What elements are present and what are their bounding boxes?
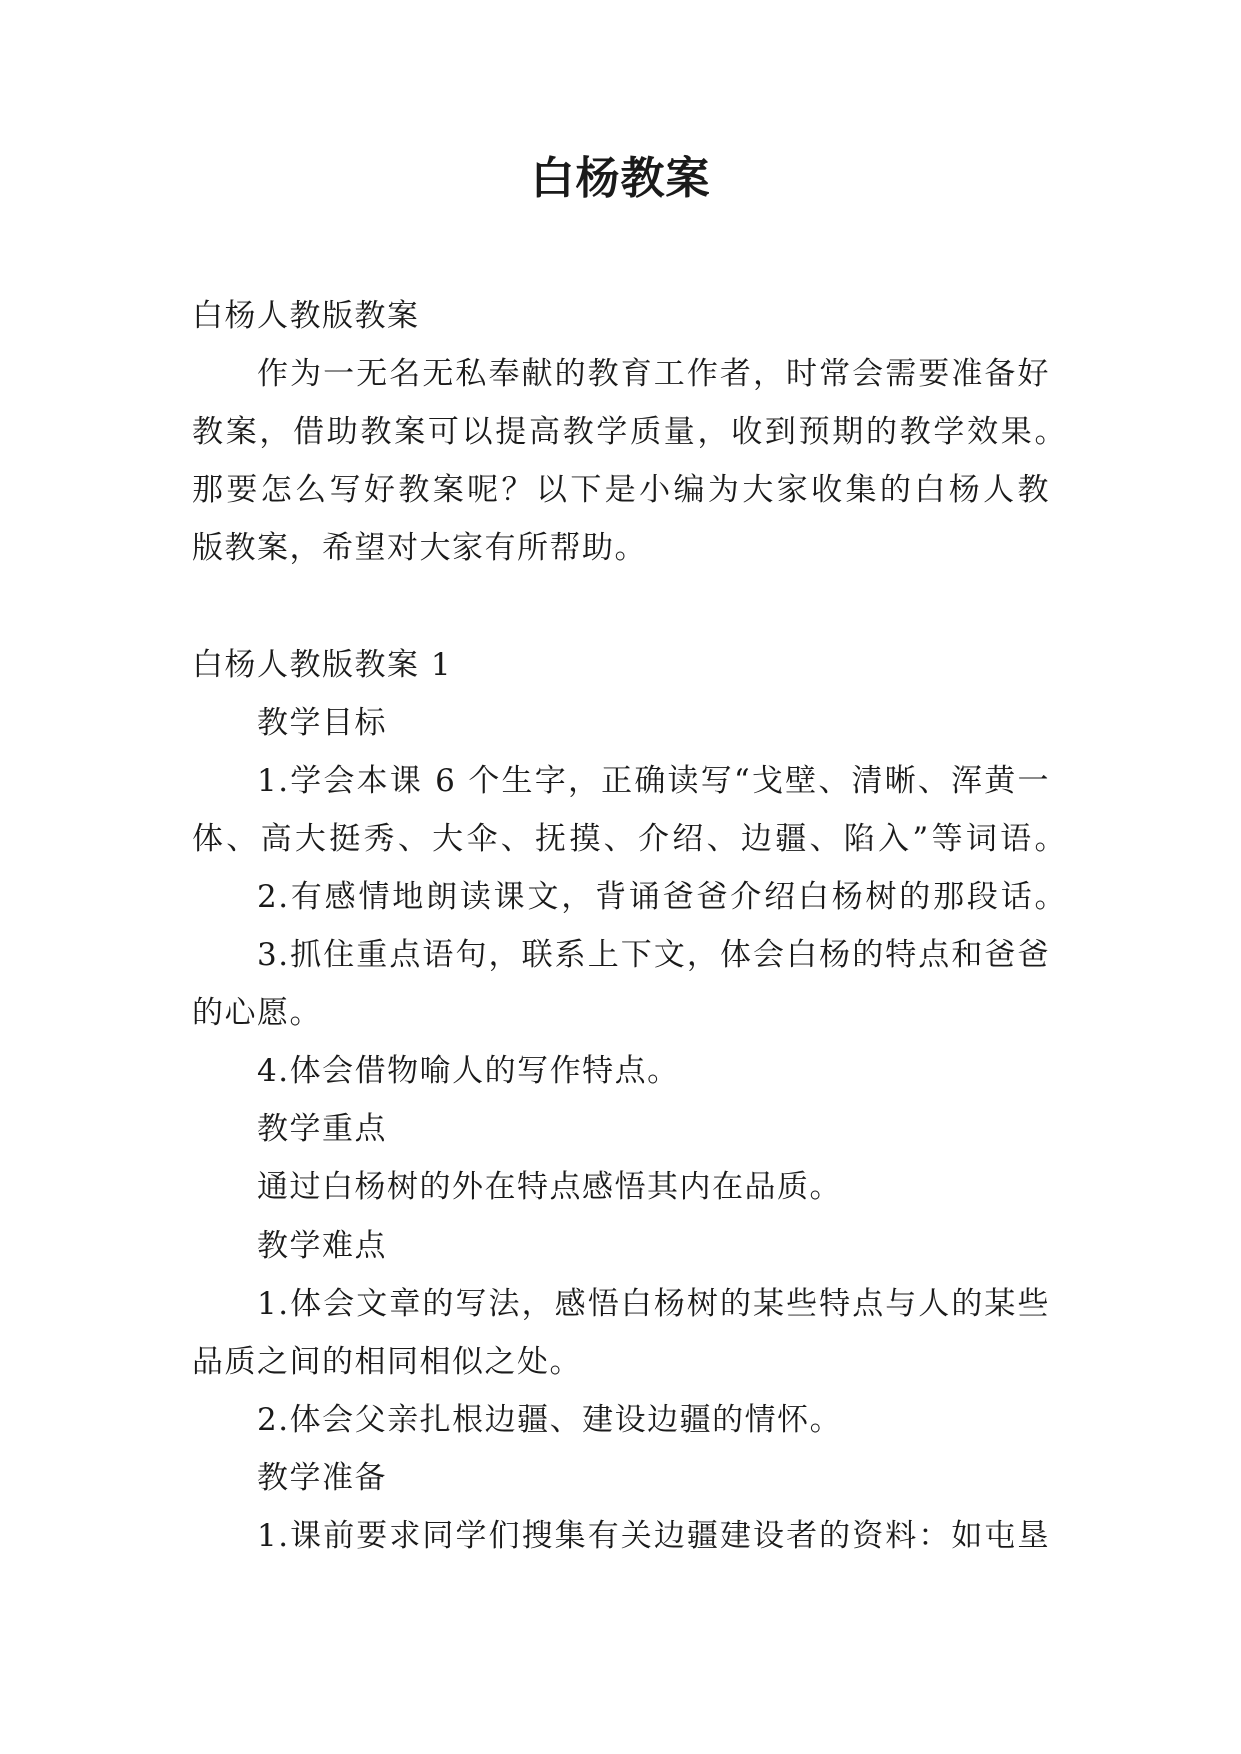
goal-item	[192, 1042, 1072, 1100]
preparation-item-line: 1.课前要求同学们搜集有关边疆建设者的资料：如屯垦	[257, 1517, 1050, 1554]
key-points	[192, 1100, 1072, 1216]
goal-item-line: 3.抓住重点语句，联系上下文，体会白杨的特点和爸爸	[257, 937, 1050, 974]
preparation-heading: 教学准备	[257, 1459, 387, 1496]
difficulty-item-line: 1.体会文章的写法，感悟白杨树的某些特点与人的某些	[257, 1285, 1050, 1322]
paragraph-line: 教案，借助教案可以提高教学质量，收到预期的教学效果。	[192, 414, 1067, 451]
goal-item-line: 1.学会本课 6 个生字，正确读写“戈壁、清晰、浑黄一	[257, 762, 1050, 799]
goal-item-line: 的心愿。	[192, 995, 322, 1032]
difficulties-heading: 教学难点	[257, 1227, 387, 1264]
goal-item	[192, 926, 1072, 1042]
teaching-difficulties	[192, 1217, 1072, 1449]
goal-item	[192, 752, 1072, 868]
goals-heading: 教学目标	[257, 704, 387, 741]
intro-section	[192, 287, 1072, 577]
key-points-text: 通过白杨树的外在特点感悟其内在品质。	[257, 1169, 842, 1206]
document-title: 白杨教案	[530, 153, 711, 204]
intro-heading: 白杨人教版教案	[192, 298, 420, 334]
key-points-heading: 教学重点	[257, 1111, 387, 1148]
paragraph-line: 版教案，希望对大家有所帮助。	[192, 530, 647, 567]
goal-item-line: 4.体会借物喻人的写作特点。	[257, 1053, 680, 1090]
teaching-goals	[192, 694, 1072, 1101]
document-body	[192, 287, 1072, 1565]
paragraph-line: 作为一无名无私奉献的教育工作者，时常会需要准备好	[257, 356, 1050, 393]
preparation-item	[192, 1507, 1072, 1565]
goal-item-line: 体、高大挺秀、大伞、抚摸、介绍、边疆、陷入”等词语。	[192, 820, 1067, 857]
lesson-heading: 白杨人教版教案 1	[192, 646, 453, 683]
difficulty-item	[192, 1275, 1072, 1391]
blank-line	[192, 577, 1072, 635]
goal-item-line: 2.有感情地朗读课文，背诵爸爸介绍白杨树的那段话。	[257, 878, 1067, 915]
paragraph-line: 那要怎么写好教案呢？以下是小编为大家收集的白杨人教	[192, 472, 1050, 509]
goal-item	[192, 868, 1072, 926]
lesson-1-section	[192, 636, 1072, 1566]
difficulty-item-line: 2.体会父亲扎根边疆、建设边疆的情怀。	[257, 1401, 843, 1438]
difficulty-item-line: 品质之间的相同相似之处。	[192, 1343, 582, 1380]
intro-paragraph	[192, 345, 1072, 577]
difficulty-item	[192, 1391, 1072, 1449]
teaching-preparation	[192, 1449, 1072, 1565]
